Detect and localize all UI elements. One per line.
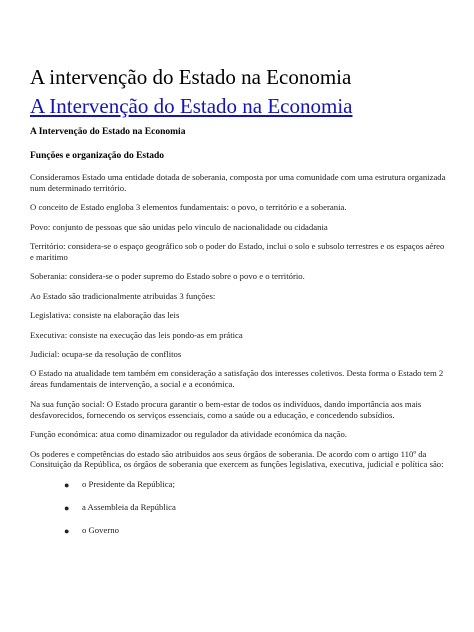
- paragraph-legislativa: Legislativa: consiste na elaboração das leis: [30, 310, 180, 321]
- bullet-icon: ●: [64, 526, 70, 537]
- paragraph-territorio: Território: considera-se o espaço geográfico sob o poder do Estado, inclui o solo e subsolo terrestres e os espaços aéreo e maritimo: [30, 241, 445, 263]
- orgaos-list: [30, 479, 450, 536]
- list-item: [30, 525, 450, 536]
- paragraph-funcao-social: Na sua função social: O Estado procura garantir o bem-estar de todos os indivíduos, dando importância aos mais desfavorecidos, fornecendo os serviços essenciais, como a saúde ou a educação, e concedendo subsídios.: [30, 398, 422, 420]
- paragraph-povo: Povo: conjunto de pessoas que são unidas pelo vinculo de nacionalidade ou cidadania: [30, 221, 328, 232]
- document-heading-link[interactable]: A Intervenção do Estado na Economia: [30, 94, 353, 118]
- paragraph-elementos: O conceito de Estado engloba 3 elementos fundamentais: o povo, o território e a soberania.: [30, 202, 347, 213]
- paragraph-funcoes: Ao Estado são tradicionalmente atribuidas 3 funções:: [30, 290, 216, 301]
- list-item: [30, 479, 450, 490]
- list-item-text: a Assembleia da República: [82, 502, 176, 513]
- paragraph-orgaos-soberania: Os poderes e competências do estado são atribuidos aos seus órgãos de soberania. De acordo com o artigo 110º da Consituição da República, os órgãos de soberania que exercem as funções legislativa, executiva, judicial e política são:: [30, 448, 444, 470]
- bullet-icon: ●: [64, 479, 70, 490]
- paragraph-estado-definition: Consideramos Estado uma entidade dotada de soberania, composta por uma comunidade com uma estrutura organizada num determinado território.: [30, 172, 446, 193]
- subtitle: A Intervenção do Estado na Economia: [30, 127, 186, 137]
- list-item-text: o Governo: [82, 525, 119, 536]
- paragraph-atualidade: O Estado na atualidade tem também em consideração a satisfação dos interesses coletivos. Desta forma o Estado tem 2 áreas fundamentais de intervenção, a social e a económica.: [30, 368, 444, 390]
- paragraph-executiva: Executiva: consiste na execução das leis pondo-as em prática: [30, 329, 243, 340]
- document-body: [30, 126, 450, 548]
- document-title: A intervenção do Estado na Economia: [30, 65, 352, 89]
- list-item-text: o Presidente da República;: [82, 478, 175, 489]
- section-title: Funções e organização do Estado: [30, 151, 165, 161]
- bullet-icon: ●: [64, 503, 70, 514]
- list-item: [30, 502, 450, 513]
- paragraph-soberania: Soberania: considera-se o poder supremo do Estado sobre o povo e o território.: [30, 271, 305, 282]
- paragraph-funcao-economica: Função económica: atua como dinamizador ou regulador da atividade económica da nação.: [30, 429, 347, 440]
- paragraph-judicial: Judicial: ocupa-se da resolução de conflitos: [30, 349, 182, 360]
